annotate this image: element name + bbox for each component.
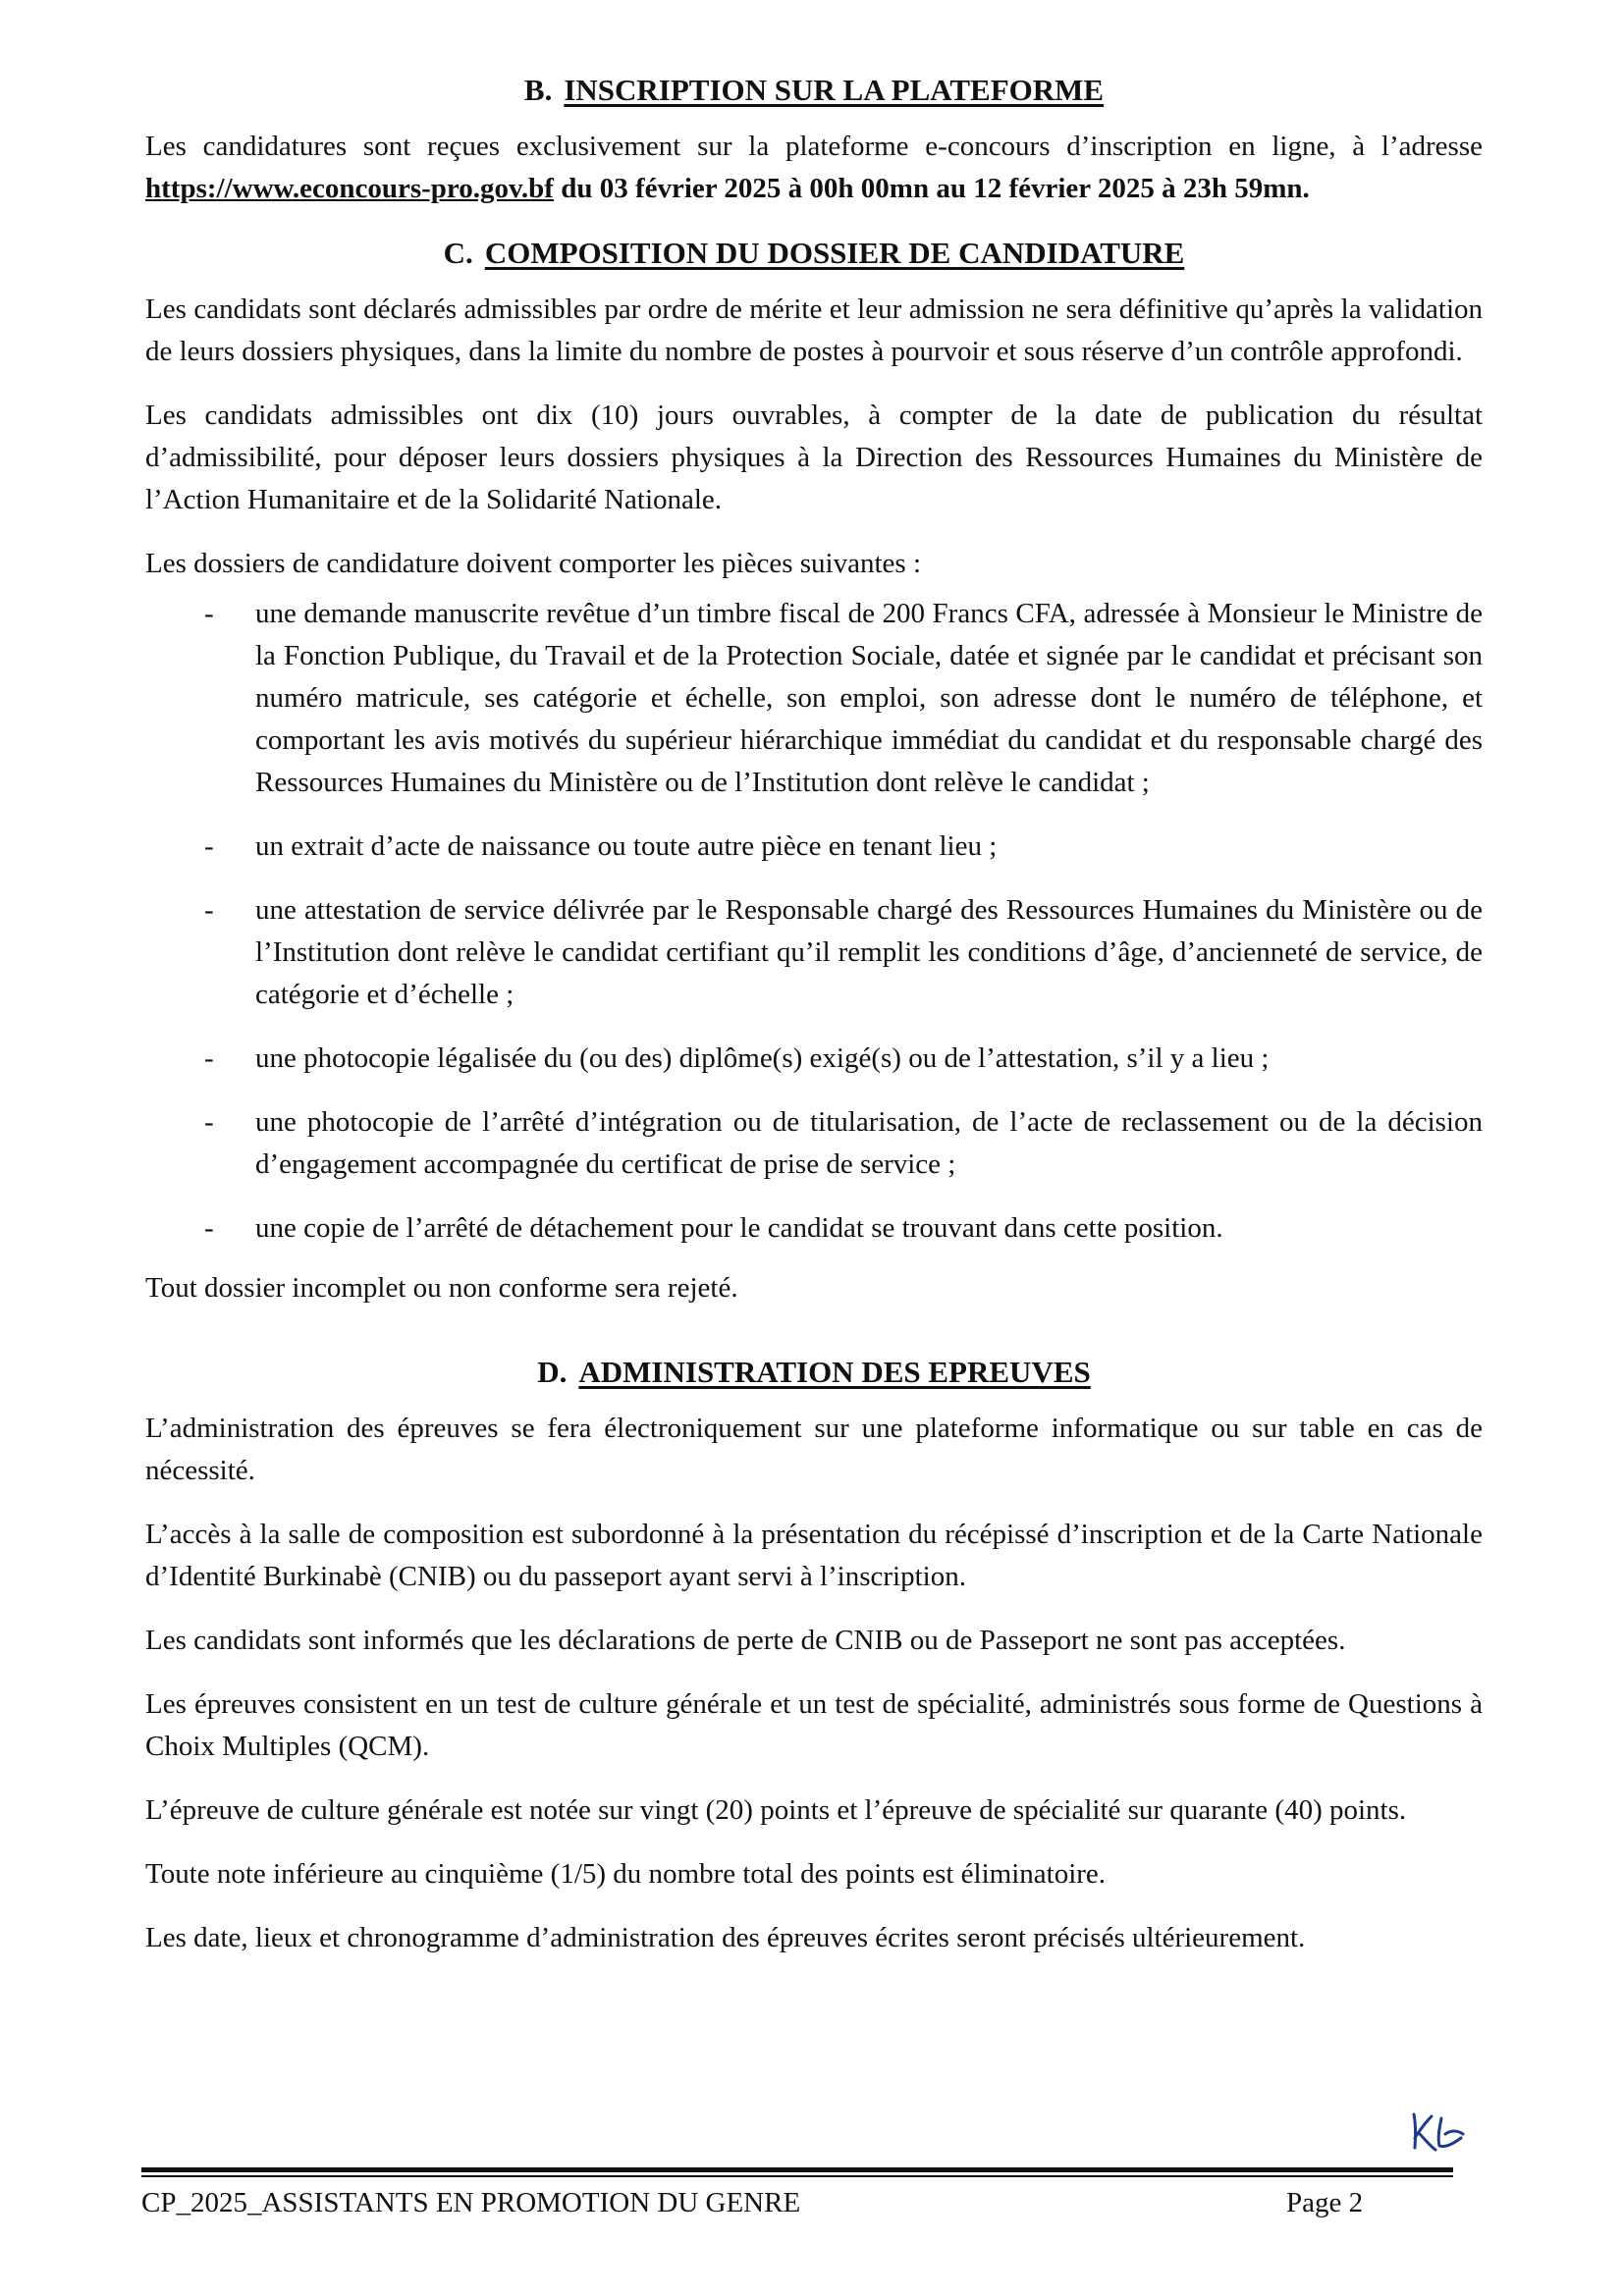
list-item-text: un extrait d’acte de naissance ou toute autre pièce en tenant lieu ; xyxy=(255,830,998,862)
section-d-number: D. xyxy=(537,1355,568,1389)
required-documents-list xyxy=(145,593,1483,1250)
list-bullet: - xyxy=(204,1042,214,1074)
registration-link[interactable]: https://www.econcours-pro.gov.bf xyxy=(145,173,554,204)
deadline-paragraph: Les candidats admissibles ont dix (10) jours ouvrables, à compter de la date de publication du résultat d’admissibilité, pour déposer leurs dossiers physiques à la Direction des Ressources Humaines du Ministère de l’Action Humanitaire et de la Solidarité Nationale. xyxy=(145,400,1483,515)
list-bullet: - xyxy=(204,830,214,862)
admissibility-paragraph: Les candidats sont déclarés admissibles par ordre de mérite et leur admission ne sera définitive qu’après la validation de leurs dossiers physiques, dans la limite du nombre de postes à pourvoir et sous réserve d’un contrôle approfondi. xyxy=(145,294,1483,367)
list-item-text: une attestation de service délivrée par le Responsable chargé des Ressources Humaines du Ministère ou de l’Institution dont relève le candidat certifiant qu’il remplit les conditions d’âge, d’ancienneté de service, de catégorie et d’échelle ; xyxy=(255,894,1483,1010)
footer-document-reference: CP_2025_ASSISTANTS EN PROMOTION DU GENRE xyxy=(141,2187,801,2218)
administration-paragraph: L’administration des épreuves se fera électroniquement sur une plateforme informatique ou sur table en cas de nécessité. xyxy=(145,1413,1483,1486)
handwritten-initials-icon xyxy=(1406,2109,1467,2154)
list-item-text: une copie de l’arrêté de détachement pour le candidat se trouvant dans cette position. xyxy=(255,1212,1223,1244)
list-item xyxy=(145,826,1483,868)
list-item-text: une photocopie légalisée du (ou des) diplôme(s) exigé(s) ou de l’attestation, s’il y a lieu ; xyxy=(255,1042,1270,1074)
list-item xyxy=(145,1038,1483,1080)
section-b-title: INSCRIPTION SUR LA PLATEFORME xyxy=(564,73,1105,107)
section-d-heading xyxy=(145,1351,1483,1394)
page-content xyxy=(145,69,1483,1959)
elimination-paragraph: Toute note inférieure au cinquième (1/5) du nombre total des points est éliminatoire. xyxy=(145,1858,1107,1890)
tests-paragraph: Les épreuves consistent en un test de culture générale et un test de spécialité, administrés sous forme de Questions à Choix Multiples (QCM). xyxy=(145,1688,1483,1762)
section-c-title: COMPOSITION DU DOSSIER DE CANDIDATURE xyxy=(484,236,1185,270)
registration-text: Les candidatures sont reçues exclusivement sur la plateforme e-concours d’inscription en ligne, à l’adresse xyxy=(145,131,1483,162)
loss-declaration-paragraph: Les candidats sont informés que les déclarations de perte de CNIB ou de Passeport ne sont pas acceptées. xyxy=(145,1625,1346,1656)
footer-page-number: Page 2 xyxy=(1286,2187,1364,2218)
footer-rule-thick xyxy=(141,2167,1453,2172)
registration-paragraph xyxy=(145,126,1483,210)
list-bullet: - xyxy=(204,1212,214,1244)
list-item xyxy=(145,593,1483,804)
required-documents-intro: Les dossiers de candidature doivent comporter les pièces suivantes : xyxy=(145,548,922,579)
access-paragraph: L’accès à la salle de composition est subordonné à la présentation du récépissé d’inscription et de la Carte Nationale d’Identité Burkinabè (CNIB) ou du passeport ayant servi à l’inscription. xyxy=(145,1519,1483,1592)
list-item-text: une demande manuscrite revêtue d’un timbre fiscal de 200 Francs CFA, adressée à Monsieur le Ministre de la Fonction Publique, du Travail et de la Protection Sociale, datée et signée par le candidat et précisant son numéro matricule, ses catégorie et échelle, son emploi, son adresse dont le numéro de téléphone, et comportant les avis motivés du supérieur hiérarchique immédiat du candidat et du responsable chargé des Ressources Humaines du Ministère ou de l’Institution dont relève le candidat ; xyxy=(255,598,1483,798)
list-bullet: - xyxy=(204,894,214,926)
list-item xyxy=(145,1101,1483,1186)
section-d-title: ADMINISTRATION DES EPREUVES xyxy=(578,1355,1091,1389)
section-c-number: C. xyxy=(443,236,473,270)
footer-rule-thin xyxy=(141,2175,1453,2177)
list-item xyxy=(145,1207,1483,1250)
section-b-number: B. xyxy=(523,73,553,107)
list-bullet: - xyxy=(204,598,214,629)
scoring-paragraph: L’épreuve de culture générale est notée sur vingt (20) points et l’épreuve de spécialité sur quarante (40) points. xyxy=(145,1794,1407,1826)
list-item-text: une photocopie de l’arrêté d’intégration ou de titularisation, de l’acte de reclassement ou de la décision d’engagement accompagnée du certificat de prise de service ; xyxy=(255,1106,1483,1180)
section-c-heading xyxy=(145,232,1483,275)
list-bullet: - xyxy=(204,1106,214,1138)
schedule-paragraph: Les date, lieux et chronogramme d’administration des épreuves écrites seront précisés ultérieurement. xyxy=(145,1922,1306,1953)
section-b-heading xyxy=(145,69,1483,112)
list-item xyxy=(145,889,1483,1016)
rejection-notice: Tout dossier incomplet ou non conforme sera rejeté. xyxy=(145,1272,738,1304)
registration-period: du 03 février 2025 à 00h 00mn au 12 février 2025 à 23h 59mn. xyxy=(553,173,1310,204)
